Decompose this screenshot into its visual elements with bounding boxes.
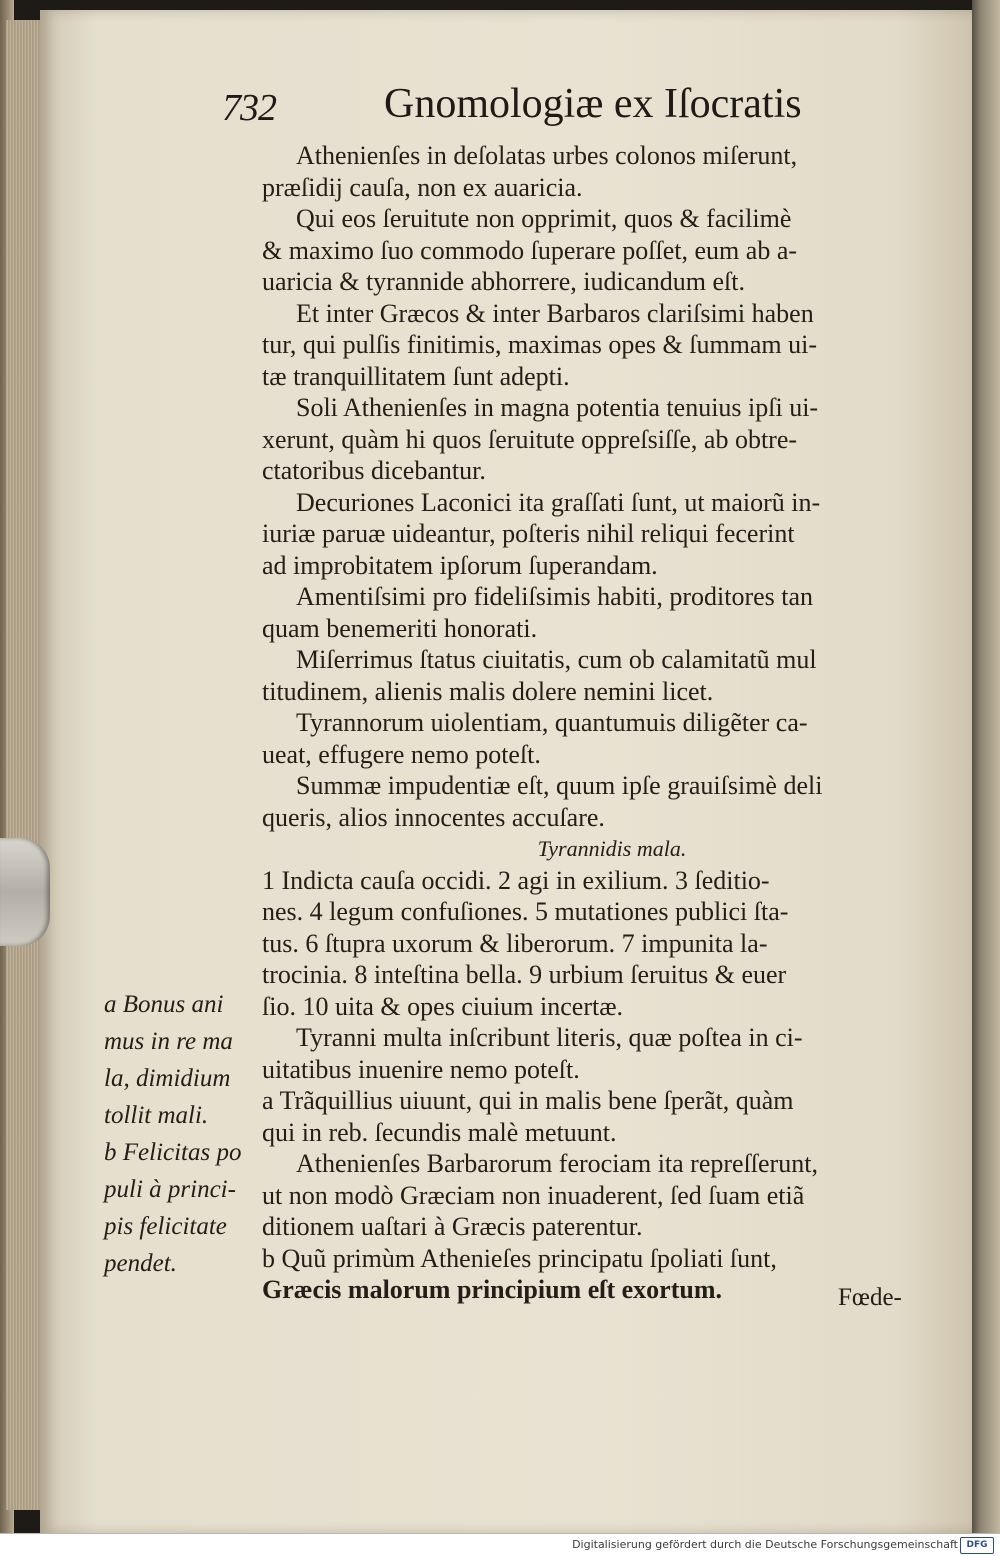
text-line: trocinia. 8 inteſtina bella. 9 urbium ſeruitus & euer bbox=[262, 960, 787, 989]
text-line: titudinem, alienis malis dolere nemini licet. bbox=[262, 676, 714, 706]
margin-note-line: puli à princi- bbox=[104, 1176, 236, 1203]
text-line: Et inter Græcos & inter Barbaros clariſsimi haben bbox=[296, 298, 814, 328]
body-text bbox=[262, 140, 922, 1306]
text-line: xerunt, quàm hi quos ſeruitute oppreſsiſſe, ab obtre- bbox=[262, 424, 798, 454]
facing-page-edge bbox=[972, 0, 1000, 1533]
text-line: Amentiſsimi pro fideliſsimis habiti, proditores tan bbox=[296, 582, 814, 611]
margin-note-line: la, dimidium bbox=[104, 1065, 231, 1092]
text-line: Qui eos ſeruitute non opprimit, quos & facilimè bbox=[296, 204, 792, 233]
margin-notes bbox=[104, 986, 264, 1282]
text-line: ut non modò Græciam non inuaderent, ſed ſuam etiã bbox=[262, 1180, 805, 1210]
margin-note-line: pendet. bbox=[104, 1250, 177, 1277]
margin-note-line: a Bonus ani bbox=[104, 991, 224, 1018]
text-line: iuriæ paruæ uideantur, poſteris nihil reliqui fecerint bbox=[262, 519, 795, 548]
text-line: Athenienſes in deſolatas urbes colonos miſerunt, bbox=[296, 141, 798, 170]
footer-bar bbox=[0, 1533, 1000, 1556]
text-line: tur, qui pulſis finitimis, maximas opes & ſummam ui- bbox=[262, 330, 818, 359]
text-line: Athenienſes Barbarorum ferociam ita repreſſerunt, bbox=[296, 1149, 818, 1178]
text-line: Summæ impudentiæ eſt, quum ipſe grauiſsimè deli bbox=[296, 771, 823, 800]
text-line: a Trãquillius uiuunt, qui in malis bene ſperãt, quàm bbox=[262, 1086, 794, 1115]
text-line: ueat, effugere nemo poteſt. bbox=[262, 739, 541, 769]
footer-credit: Digitalisierung gefördert durch die Deutsche Forschungsgemeinschaft bbox=[572, 1538, 958, 1551]
page-stack-edge bbox=[6, 20, 41, 1510]
margin-note-line: pis felicitate bbox=[104, 1213, 227, 1240]
text-line: 1 Indicta cauſa occidi. 2 agi in exilium. 3 ſeditio- bbox=[262, 865, 770, 895]
text-line: tus. 6 ſtupra uxorum & liberorum. 7 impunita la- bbox=[262, 928, 768, 958]
section-heading: Tyrannidis mala. bbox=[537, 836, 687, 861]
text-line: Decuriones Laconici ita graſſati ſunt, ut maiorũ in- bbox=[296, 487, 821, 517]
text-line: queris, alios innocentes accuſare. bbox=[262, 802, 605, 832]
text-line: præſidij cauſa, non ex auaricia. bbox=[262, 172, 583, 202]
margin-note-line: mus in re ma bbox=[104, 1028, 233, 1055]
text-line: Soli Athenienſes in magna potentia tenuius ipſi ui- bbox=[296, 393, 819, 422]
running-head bbox=[222, 80, 822, 130]
text-line: uitatibus inuenire nemo poteſt. bbox=[262, 1054, 580, 1084]
text-line: uaricia & tyrannide abhorrere, iudicandum eſt. bbox=[262, 267, 745, 296]
dfg-logo-icon: DFG bbox=[960, 1537, 994, 1554]
text-line: Græcis malorum principium eſt exortum. bbox=[262, 1275, 722, 1304]
text-line: ctatoribus dicebantur. bbox=[262, 456, 486, 485]
page-clip bbox=[0, 838, 50, 946]
text-line: Tyrannorum uiolentiam, quantumuis diligẽter ca- bbox=[296, 708, 808, 737]
text-line: nes. 4 legum confuſiones. 5 mutationes publici ſta- bbox=[262, 897, 789, 926]
text-line: quam benemeriti honorati. bbox=[262, 613, 538, 643]
margin-note-line: tollit mali. bbox=[104, 1102, 209, 1129]
text-line: ditionem uaſtari à Græcis paterentur. bbox=[262, 1212, 643, 1241]
text-line: Tyranni multa inſcribunt literis, quæ poſtea in ci- bbox=[296, 1023, 803, 1052]
page-number: 732 bbox=[222, 87, 276, 129]
text-line: & maximo ſuo commodo ſuperare poſſet, eum ab a- bbox=[262, 235, 798, 265]
text-line: qui in reb. ſecundis malè metuunt. bbox=[262, 1117, 617, 1147]
page-heading: Gnomologiæ ex Iſocratis bbox=[384, 81, 802, 127]
text-line: ſio. 10 uita & opes ciuium incertæ. bbox=[262, 991, 624, 1021]
text-line: ad improbitatem ipſorum ſuperandam. bbox=[262, 550, 658, 580]
catchword: Fœde- bbox=[838, 1284, 902, 1311]
text-line: Miſerrimus ſtatus ciuitatis, cum ob calamitatũ mul bbox=[296, 645, 817, 674]
text-line: b Quũ primùm Athenieſes principatu ſpoliati ſunt, bbox=[262, 1243, 777, 1273]
margin-note-line: b Felicitas po bbox=[104, 1139, 242, 1166]
text-line: tæ tranquillitatem ſunt adepti. bbox=[262, 361, 570, 391]
